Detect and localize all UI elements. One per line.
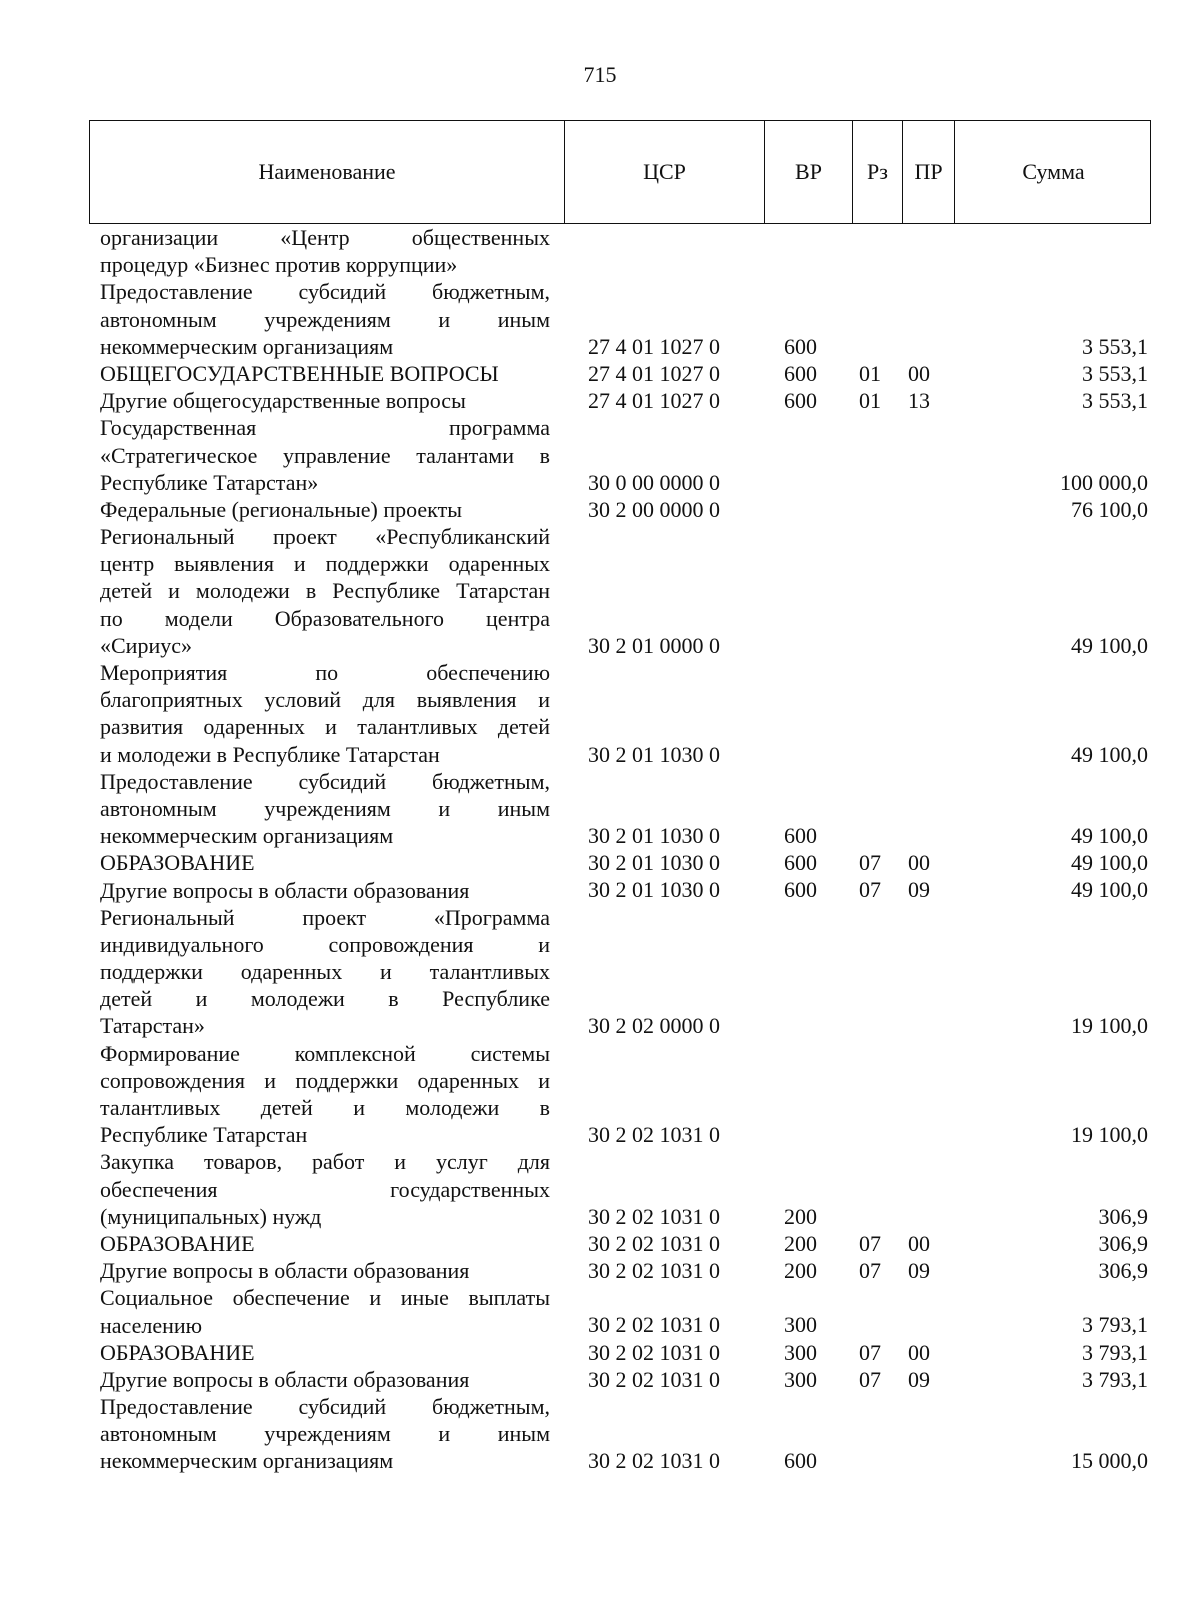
row-sum: 3 553,1 [1082, 388, 1148, 414]
row-rz: 07 [859, 1258, 881, 1284]
row-name-line: организации «Центр общественных [100, 225, 550, 250]
table-row [0, 877, 1200, 904]
table-row [0, 849, 1200, 876]
row-pr: 00 [908, 1230, 930, 1256]
row-sum: 3 553,1 [1082, 333, 1148, 359]
row-vr: 600 [784, 850, 817, 876]
row-sum: 306,9 [1098, 1258, 1148, 1284]
row-name-line: детей и молодежи в Республике [100, 986, 550, 1012]
row-name-line: Региональный проект «Программа [100, 904, 550, 930]
table-row [0, 523, 1200, 659]
row-name-line: обеспечения государственных [100, 1176, 550, 1202]
row-vr: 300 [784, 1339, 817, 1365]
header-pr: ПР [902, 121, 954, 223]
row-name [100, 523, 550, 659]
header-csr: ЦСР [564, 121, 764, 223]
row-pr: 13 [908, 388, 930, 414]
page-number: 715 [583, 62, 617, 87]
row-name-line: Государственная программа [100, 415, 550, 441]
row-vr: 600 [784, 388, 817, 414]
row-name-line: ОБРАЗОВАНИЕ [100, 1230, 255, 1256]
row-name-line: талантливых детей и молодежи в [100, 1095, 550, 1120]
row-name [100, 414, 550, 496]
row-name-line: автономным учреждениям и иным [100, 795, 550, 821]
row-vr: 200 [784, 1230, 817, 1256]
table-header [89, 120, 1151, 224]
row-name [100, 1040, 550, 1149]
row-pr: 09 [908, 1366, 930, 1392]
row-sum: 49 100,0 [1071, 823, 1148, 849]
row-name-line: Другие вопросы в области образования [100, 1258, 470, 1284]
row-name-line: ОБЩЕГОСУДАРСТВЕННЫЕ ВОПРОСЫ [100, 360, 499, 386]
row-name-line: индивидуального сопровождения и [100, 931, 550, 957]
row-sum: 19 100,0 [1071, 1013, 1148, 1039]
table-row [0, 904, 1200, 1040]
row-name [100, 1230, 550, 1257]
row-name [100, 496, 550, 523]
row-name-line: ОБРАЗОВАНИЕ [100, 1339, 255, 1365]
row-name [100, 877, 550, 904]
row-csr: 30 2 01 1030 0 [588, 741, 720, 767]
row-pr: 00 [908, 360, 930, 386]
row-csr: 30 2 02 1031 0 [588, 1122, 720, 1148]
table-row [0, 1230, 1200, 1257]
table-row [0, 1366, 1200, 1393]
row-csr: 27 4 01 1027 0 [588, 388, 720, 414]
row-name [100, 1284, 550, 1338]
row-sum: 3 553,1 [1082, 360, 1148, 386]
row-name-line: населению [100, 1312, 203, 1338]
row-sum: 100 000,0 [1060, 469, 1148, 495]
row-pr: 00 [908, 850, 930, 876]
header-name: Наименование [258, 159, 396, 184]
row-pr: 09 [908, 877, 930, 903]
row-name-line: некоммерческим организациям [100, 1448, 394, 1474]
row-pr: 00 [908, 1339, 930, 1365]
row-name-line: Татарстан» [100, 1013, 205, 1039]
row-name-line: центр выявления и поддержки одаренных [100, 551, 550, 577]
row-name-line: развития одаренных и талантливых детей [100, 714, 550, 740]
table-row [0, 1040, 1200, 1149]
row-vr: 200 [784, 1203, 817, 1229]
row-name-line: Республике Татарстан [100, 1122, 308, 1148]
row-sum: 15 000,0 [1071, 1448, 1148, 1474]
row-name-line: «Сириус» [100, 632, 192, 658]
table-row [0, 1284, 1200, 1338]
row-name-line: поддержки одаренных и талантливых [100, 959, 550, 985]
row-csr: 30 2 02 1031 0 [588, 1203, 720, 1229]
row-name-line: (муниципальных) нужд [100, 1203, 322, 1229]
row-name [100, 1148, 550, 1230]
row-rz: 01 [859, 360, 881, 386]
row-csr: 30 2 02 1031 0 [588, 1448, 720, 1474]
row-csr: 30 2 02 0000 0 [588, 1013, 720, 1039]
row-sum: 306,9 [1098, 1203, 1148, 1229]
row-sum: 49 100,0 [1071, 632, 1148, 658]
table-row [0, 1148, 1200, 1230]
row-name-line: Другие общегосударственные вопросы [100, 388, 466, 414]
row-csr: 30 2 01 1030 0 [588, 877, 720, 903]
header-sum: Сумма [954, 121, 1152, 223]
row-name [100, 278, 550, 360]
row-csr: 30 2 01 1030 0 [588, 823, 720, 849]
row-csr: 27 4 01 1027 0 [588, 333, 720, 359]
row-name-line: Формирование комплексной системы [100, 1040, 550, 1066]
row-name-line: детей и молодежи в Республике Татарстан [100, 578, 550, 604]
row-rz: 01 [859, 388, 881, 414]
header-vr: ВР [764, 121, 852, 223]
table-body [0, 224, 1200, 1475]
row-sum: 19 100,0 [1071, 1122, 1148, 1148]
row-name-line: Социальное обеспечение и иные выплаты [100, 1285, 550, 1311]
row-vr: 600 [784, 823, 817, 849]
row-vr: 600 [784, 1448, 817, 1474]
row-rz: 07 [859, 1230, 881, 1256]
row-name-line: Предоставление субсидий бюджетным, [100, 279, 550, 305]
row-pr: 09 [908, 1258, 930, 1284]
row-vr: 600 [784, 333, 817, 359]
row-name-line: автономным учреждениям и иным [100, 1421, 550, 1447]
row-name-line: по модели Образовательного центра [100, 605, 550, 631]
row-name-line: Предоставление субсидий бюджетным, [100, 1394, 550, 1420]
row-csr: 30 2 02 1031 0 [588, 1339, 720, 1365]
row-sum: 76 100,0 [1071, 496, 1148, 522]
row-rz: 07 [859, 1339, 881, 1365]
row-name [100, 1366, 550, 1393]
row-vr: 300 [784, 1312, 817, 1338]
row-name [100, 1257, 550, 1284]
row-csr: 27 4 01 1027 0 [588, 360, 720, 386]
table-row [0, 768, 1200, 850]
row-name-line: Республике Татарстан» [100, 469, 319, 495]
row-name-line: некоммерческим организациям [100, 823, 394, 849]
row-name [100, 1393, 550, 1475]
row-name [100, 224, 550, 278]
row-name-line: Закупка товаров, работ и услуг для [100, 1149, 550, 1175]
row-vr: 600 [784, 877, 817, 903]
row-csr: 30 2 02 1031 0 [588, 1366, 720, 1392]
row-csr: 30 0 00 0000 0 [588, 469, 720, 495]
row-csr: 30 2 02 1031 0 [588, 1258, 720, 1284]
table-row [0, 496, 1200, 523]
table-row [0, 1257, 1200, 1284]
row-name-line: Мероприятия по обеспечению [100, 660, 550, 685]
row-name-line: благоприятных условий для выявления и [100, 687, 550, 713]
row-name-line: «Стратегическое управление талантами в [100, 442, 550, 468]
table-row [0, 414, 1200, 496]
row-name-line: автономным учреждениям и иным [100, 306, 550, 332]
row-name-line: некоммерческим организациям [100, 333, 394, 359]
row-vr: 300 [784, 1366, 817, 1392]
row-sum: 49 100,0 [1071, 877, 1148, 903]
row-name [100, 904, 550, 1040]
row-vr: 200 [784, 1258, 817, 1284]
row-csr: 30 2 02 1031 0 [588, 1230, 720, 1256]
row-sum: 306,9 [1098, 1230, 1148, 1256]
row-name [100, 849, 550, 876]
row-name-line: Предоставление субсидий бюджетным, [100, 768, 550, 794]
table-row [0, 224, 1200, 278]
row-rz: 07 [859, 850, 881, 876]
row-name-line: ОБРАЗОВАНИЕ [100, 850, 255, 876]
row-csr: 30 2 01 0000 0 [588, 632, 720, 658]
row-name-line: Другие вопросы в области образования [100, 1366, 470, 1392]
row-rz: 07 [859, 877, 881, 903]
row-csr: 30 2 00 0000 0 [588, 496, 720, 522]
row-name-line: и молодежи в Республике Татарстан [100, 741, 440, 767]
row-name-line: процедур «Бизнес против коррупции» [100, 252, 458, 278]
row-sum: 3 793,1 [1082, 1366, 1148, 1392]
table-row [0, 1393, 1200, 1475]
row-name-line: сопровождения и поддержки одаренных и [100, 1067, 550, 1093]
table-row [0, 278, 1200, 360]
row-name-line: Федеральные (региональные) проекты [100, 496, 462, 522]
table-row [0, 1339, 1200, 1366]
table-row [0, 387, 1200, 414]
header-rz: Рз [852, 121, 902, 223]
row-name [100, 360, 550, 387]
table-row [0, 659, 1200, 768]
row-sum: 49 100,0 [1071, 850, 1148, 876]
row-sum: 3 793,1 [1082, 1339, 1148, 1365]
row-sum: 3 793,1 [1082, 1312, 1148, 1338]
row-name-line: Региональный проект «Республиканский [100, 524, 550, 550]
table-row [0, 360, 1200, 387]
row-name [100, 659, 550, 768]
row-csr: 30 2 01 1030 0 [588, 850, 720, 876]
row-rz: 07 [859, 1366, 881, 1392]
row-name [100, 768, 550, 850]
row-name-line: Другие вопросы в области образования [100, 877, 470, 903]
row-csr: 30 2 02 1031 0 [588, 1312, 720, 1338]
row-sum: 49 100,0 [1071, 741, 1148, 767]
row-name [100, 387, 550, 414]
row-vr: 600 [784, 360, 817, 386]
row-name [100, 1339, 550, 1366]
